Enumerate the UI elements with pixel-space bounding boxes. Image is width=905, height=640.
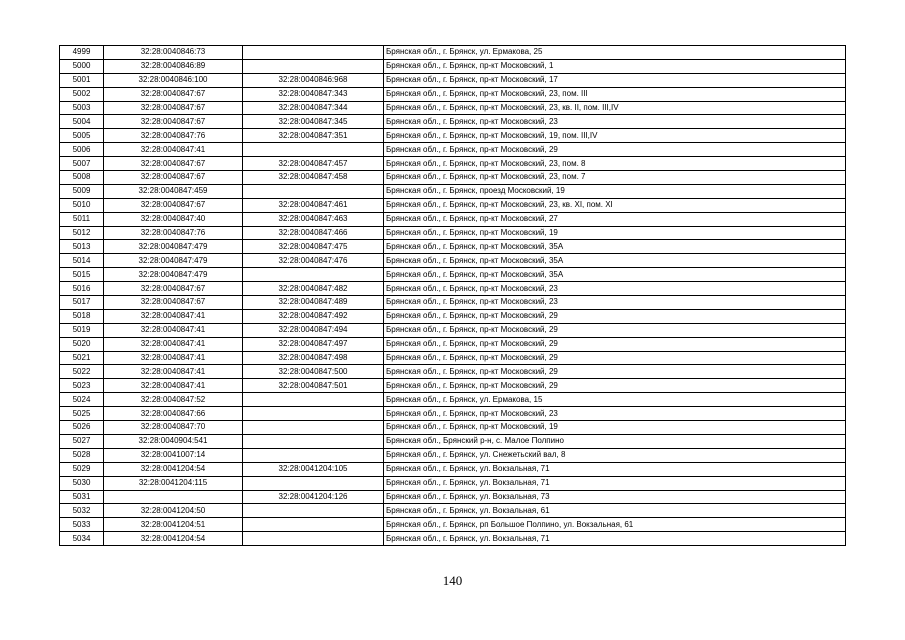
address-cell: Брянская обл., г. Брянск, ул. Вокзальная, 71 bbox=[384, 532, 846, 546]
table-row bbox=[60, 73, 846, 87]
cadastral-number-cell: 32:28:0041007:14 bbox=[104, 448, 243, 462]
address-cell: Брянская обл., г. Брянск, пр-кт Московский, 23, пом. 7 bbox=[384, 171, 846, 185]
table-row bbox=[60, 434, 846, 448]
address-cell: Брянская обл., г. Брянск, пр-кт Московский, 19 bbox=[384, 226, 846, 240]
row-number-cell: 5016 bbox=[60, 282, 104, 296]
cadastral-number-cell: 32:28:0040847:67 bbox=[104, 296, 243, 310]
row-number-cell: 5030 bbox=[60, 476, 104, 490]
cadastral-number-cell: 32:28:0040847:41 bbox=[104, 337, 243, 351]
table-row bbox=[60, 46, 846, 60]
table-row bbox=[60, 254, 846, 268]
linked-cadastral-number-cell: 32:28:0040847:458 bbox=[243, 171, 384, 185]
cadastral-number-cell: 32:28:0040847:67 bbox=[104, 282, 243, 296]
linked-cadastral-number-cell bbox=[243, 143, 384, 157]
address-cell: Брянская обл., г. Брянск, ул. Снежетьский вал, 8 bbox=[384, 448, 846, 462]
table-row bbox=[60, 476, 846, 490]
table-row bbox=[60, 87, 846, 101]
row-number-cell: 5013 bbox=[60, 240, 104, 254]
linked-cadastral-number-cell bbox=[243, 46, 384, 60]
row-number-cell: 5000 bbox=[60, 59, 104, 73]
row-number-cell: 5006 bbox=[60, 143, 104, 157]
table-row bbox=[60, 393, 846, 407]
row-number-cell: 5021 bbox=[60, 351, 104, 365]
linked-cadastral-number-cell: 32:28:0040847:351 bbox=[243, 129, 384, 143]
linked-cadastral-number-cell: 32:28:0040847:343 bbox=[243, 87, 384, 101]
cadastral-number-cell: 32:28:0040847:479 bbox=[104, 240, 243, 254]
table-row bbox=[60, 268, 846, 282]
linked-cadastral-number-cell bbox=[243, 448, 384, 462]
linked-cadastral-number-cell: 32:28:0040847:344 bbox=[243, 101, 384, 115]
cadastral-number-cell: 32:28:0040847:66 bbox=[104, 407, 243, 421]
table-row bbox=[60, 323, 846, 337]
row-number-cell: 5009 bbox=[60, 184, 104, 198]
cadastral-number-cell: 32:28:0040847:459 bbox=[104, 184, 243, 198]
cadastral-number-cell: 32:28:0040847:76 bbox=[104, 129, 243, 143]
cadastral-number-cell: 32:28:0040904:541 bbox=[104, 434, 243, 448]
linked-cadastral-number-cell bbox=[243, 532, 384, 546]
linked-cadastral-number-cell: 32:28:0040847:475 bbox=[243, 240, 384, 254]
row-number-cell: 5019 bbox=[60, 323, 104, 337]
cadastral-number-cell: 32:28:0040847:67 bbox=[104, 101, 243, 115]
cadastral-number-cell: 32:28:0041204:54 bbox=[104, 462, 243, 476]
linked-cadastral-number-cell: 32:28:0040847:463 bbox=[243, 212, 384, 226]
linked-cadastral-number-cell bbox=[243, 504, 384, 518]
table-row bbox=[60, 282, 846, 296]
linked-cadastral-number-cell: 32:28:0040847:476 bbox=[243, 254, 384, 268]
row-number-cell: 5034 bbox=[60, 532, 104, 546]
linked-cadastral-number-cell bbox=[243, 407, 384, 421]
row-number-cell: 5022 bbox=[60, 365, 104, 379]
address-cell: Брянская обл., г. Брянск, пр-кт Московский, 17 bbox=[384, 73, 846, 87]
address-cell: Брянская обл., г. Брянск, пр-кт Московский, 35А bbox=[384, 268, 846, 282]
address-cell: Брянская обл., г. Брянск, пр-кт Московский, 23 bbox=[384, 407, 846, 421]
linked-cadastral-number-cell bbox=[243, 476, 384, 490]
linked-cadastral-number-cell bbox=[243, 59, 384, 73]
row-number-cell: 5031 bbox=[60, 490, 104, 504]
address-cell: Брянская обл., г. Брянск, пр-кт Московский, 29 bbox=[384, 351, 846, 365]
row-number-cell: 5027 bbox=[60, 434, 104, 448]
row-number-cell: 5010 bbox=[60, 198, 104, 212]
table-row bbox=[60, 421, 846, 435]
cadastral-number-cell: 32:28:0040847:41 bbox=[104, 351, 243, 365]
table-row bbox=[60, 504, 846, 518]
address-cell: Брянская обл., г. Брянск, пр-кт Московский, 29 bbox=[384, 309, 846, 323]
cadastral-number-cell: 32:28:0040847:67 bbox=[104, 157, 243, 171]
address-cell: Брянская обл., г. Брянск, ул. Ермакова, 25 bbox=[384, 46, 846, 60]
row-number-cell: 5032 bbox=[60, 504, 104, 518]
row-number-cell: 5018 bbox=[60, 309, 104, 323]
address-cell: Брянская обл., г. Брянск, пр-кт Московский, 23, кв. II, пом. III,IV bbox=[384, 101, 846, 115]
table-row bbox=[60, 532, 846, 546]
address-cell: Брянская обл., г. Брянск, ул. Ермакова, 15 bbox=[384, 393, 846, 407]
linked-cadastral-number-cell: 32:28:0040847:501 bbox=[243, 379, 384, 393]
linked-cadastral-number-cell: 32:28:0040846:968 bbox=[243, 73, 384, 87]
linked-cadastral-number-cell bbox=[243, 434, 384, 448]
cadastral-number-cell: 32:28:0040847:70 bbox=[104, 421, 243, 435]
cadastral-number-cell: 32:28:0040847:479 bbox=[104, 268, 243, 282]
table-row bbox=[60, 212, 846, 226]
linked-cadastral-number-cell: 32:28:0040847:498 bbox=[243, 351, 384, 365]
linked-cadastral-number-cell: 32:28:0040847:461 bbox=[243, 198, 384, 212]
address-cell: Брянская обл., г. Брянск, пр-кт Московский, 35А bbox=[384, 240, 846, 254]
cadastral-number-cell: 32:28:0040847:67 bbox=[104, 198, 243, 212]
row-number-cell: 5008 bbox=[60, 171, 104, 185]
cadastral-number-cell bbox=[104, 490, 243, 504]
table-row bbox=[60, 240, 846, 254]
row-number-cell: 5028 bbox=[60, 448, 104, 462]
address-cell: Брянская обл., г. Брянск, пр-кт Московский, 29 bbox=[384, 365, 846, 379]
table-row bbox=[60, 309, 846, 323]
linked-cadastral-number-cell bbox=[243, 518, 384, 532]
address-cell: Брянская обл., г. Брянск, пр-кт Московский, 1 bbox=[384, 59, 846, 73]
row-number-cell: 5024 bbox=[60, 393, 104, 407]
row-number-cell: 5026 bbox=[60, 421, 104, 435]
address-cell: Брянская обл., Брянский р-н, с. Малое Полпино bbox=[384, 434, 846, 448]
table-row bbox=[60, 462, 846, 476]
cadastral-number-cell: 32:28:0040847:40 bbox=[104, 212, 243, 226]
linked-cadastral-number-cell: 32:28:0040847:497 bbox=[243, 337, 384, 351]
address-cell: Брянская обл., г. Брянск, пр-кт Московский, 23 bbox=[384, 282, 846, 296]
linked-cadastral-number-cell: 32:28:0041204:105 bbox=[243, 462, 384, 476]
row-number-cell: 5029 bbox=[60, 462, 104, 476]
address-cell: Брянская обл., г. Брянск, рп Большое Полпино, ул. Вокзальная, 61 bbox=[384, 518, 846, 532]
address-cell: Брянская обл., г. Брянск, пр-кт Московский, 23 bbox=[384, 296, 846, 310]
cadastral-number-cell: 32:28:0040847:479 bbox=[104, 254, 243, 268]
cadastral-number-cell: 32:28:0040847:41 bbox=[104, 379, 243, 393]
row-number-cell: 5012 bbox=[60, 226, 104, 240]
address-cell: Брянская обл., г. Брянск, ул. Вокзальная, 71 bbox=[384, 462, 846, 476]
address-cell: Брянская обл., г. Брянск, ул. Вокзальная, 73 bbox=[384, 490, 846, 504]
row-number-cell: 5023 bbox=[60, 379, 104, 393]
table-row bbox=[60, 226, 846, 240]
cadastral-number-cell: 32:28:0040847:67 bbox=[104, 171, 243, 185]
table-row bbox=[60, 59, 846, 73]
linked-cadastral-number-cell bbox=[243, 393, 384, 407]
row-number-cell: 5011 bbox=[60, 212, 104, 226]
address-cell: Брянская обл., г. Брянск, пр-кт Московский, 29 bbox=[384, 337, 846, 351]
table-row bbox=[60, 296, 846, 310]
table-row bbox=[60, 351, 846, 365]
table-row bbox=[60, 448, 846, 462]
row-number-cell: 5015 bbox=[60, 268, 104, 282]
cadastral-number-cell: 32:28:0041204:50 bbox=[104, 504, 243, 518]
address-cell: Брянская обл., г. Брянск, пр-кт Московский, 19, пом. III,IV bbox=[384, 129, 846, 143]
linked-cadastral-number-cell: 32:28:0041204:126 bbox=[243, 490, 384, 504]
linked-cadastral-number-cell: 32:28:0040847:345 bbox=[243, 115, 384, 129]
address-cell: Брянская обл., г. Брянск, пр-кт Московский, 23 bbox=[384, 115, 846, 129]
cadastral-number-cell: 32:28:0040847:52 bbox=[104, 393, 243, 407]
linked-cadastral-number-cell bbox=[243, 421, 384, 435]
address-cell: Брянская обл., г. Брянск, пр-кт Московский, 23, кв. XI, пом. XI bbox=[384, 198, 846, 212]
row-number-cell: 5025 bbox=[60, 407, 104, 421]
table-row bbox=[60, 171, 846, 185]
address-cell: Брянская обл., г. Брянск, проезд Московский, 19 bbox=[384, 184, 846, 198]
cadastral-number-cell: 32:28:0040847:76 bbox=[104, 226, 243, 240]
property-register-table bbox=[59, 45, 846, 546]
row-number-cell: 5014 bbox=[60, 254, 104, 268]
table-row bbox=[60, 337, 846, 351]
table-row bbox=[60, 518, 846, 532]
cadastral-number-cell: 32:28:0041204:115 bbox=[104, 476, 243, 490]
table-row bbox=[60, 407, 846, 421]
address-cell: Брянская обл., г. Брянск, пр-кт Московский, 23, пом. III bbox=[384, 87, 846, 101]
cadastral-number-cell: 32:28:0040847:41 bbox=[104, 323, 243, 337]
cadastral-number-cell: 32:28:0040847:41 bbox=[104, 309, 243, 323]
cadastral-number-cell: 32:28:0040847:41 bbox=[104, 143, 243, 157]
address-cell: Брянская обл., г. Брянск, ул. Вокзальная, 71 bbox=[384, 476, 846, 490]
address-cell: Брянская обл., г. Брянск, пр-кт Московский, 29 bbox=[384, 143, 846, 157]
linked-cadastral-number-cell bbox=[243, 268, 384, 282]
cadastral-number-cell: 32:28:0040846:89 bbox=[104, 59, 243, 73]
table-row bbox=[60, 365, 846, 379]
address-cell: Брянская обл., г. Брянск, пр-кт Московский, 35А bbox=[384, 254, 846, 268]
row-number-cell: 4999 bbox=[60, 46, 104, 60]
cadastral-number-cell: 32:28:0040847:67 bbox=[104, 87, 243, 101]
table-body bbox=[60, 46, 846, 546]
page-number: 140 bbox=[442, 573, 463, 588]
cadastral-number-cell: 32:28:0040846:100 bbox=[104, 73, 243, 87]
table-row bbox=[60, 157, 846, 171]
linked-cadastral-number-cell bbox=[243, 184, 384, 198]
cadastral-number-cell: 32:28:0040846:73 bbox=[104, 46, 243, 60]
cadastral-number-cell: 32:28:0040847:67 bbox=[104, 115, 243, 129]
linked-cadastral-number-cell: 32:28:0040847:500 bbox=[243, 365, 384, 379]
linked-cadastral-number-cell: 32:28:0040847:482 bbox=[243, 282, 384, 296]
table-row bbox=[60, 198, 846, 212]
address-cell: Брянская обл., г. Брянск, пр-кт Московский, 27 bbox=[384, 212, 846, 226]
row-number-cell: 5020 bbox=[60, 337, 104, 351]
linked-cadastral-number-cell: 32:28:0040847:489 bbox=[243, 296, 384, 310]
table-row bbox=[60, 490, 846, 504]
cadastral-number-cell: 32:28:0041204:51 bbox=[104, 518, 243, 532]
address-cell: Брянская обл., г. Брянск, пр-кт Московский, 23, пом. 8 bbox=[384, 157, 846, 171]
row-number-cell: 5001 bbox=[60, 73, 104, 87]
address-cell: Брянская обл., г. Брянск, пр-кт Московский, 19 bbox=[384, 421, 846, 435]
linked-cadastral-number-cell: 32:28:0040847:492 bbox=[243, 309, 384, 323]
row-number-cell: 5003 bbox=[60, 101, 104, 115]
linked-cadastral-number-cell: 32:28:0040847:494 bbox=[243, 323, 384, 337]
cadastral-number-cell: 32:28:0041204:54 bbox=[104, 532, 243, 546]
row-number-cell: 5007 bbox=[60, 157, 104, 171]
table-row bbox=[60, 129, 846, 143]
row-number-cell: 5002 bbox=[60, 87, 104, 101]
row-number-cell: 5005 bbox=[60, 129, 104, 143]
table-row bbox=[60, 184, 846, 198]
address-cell: Брянская обл., г. Брянск, пр-кт Московский, 29 bbox=[384, 323, 846, 337]
table-row bbox=[60, 115, 846, 129]
table-row bbox=[60, 101, 846, 115]
table-row bbox=[60, 379, 846, 393]
linked-cadastral-number-cell: 32:28:0040847:457 bbox=[243, 157, 384, 171]
linked-cadastral-number-cell: 32:28:0040847:466 bbox=[243, 226, 384, 240]
row-number-cell: 5004 bbox=[60, 115, 104, 129]
cadastral-number-cell: 32:28:0040847:41 bbox=[104, 365, 243, 379]
address-cell: Брянская обл., г. Брянск, ул. Вокзальная, 61 bbox=[384, 504, 846, 518]
table-row bbox=[60, 143, 846, 157]
address-cell: Брянская обл., г. Брянск, пр-кт Московский, 29 bbox=[384, 379, 846, 393]
row-number-cell: 5017 bbox=[60, 296, 104, 310]
row-number-cell: 5033 bbox=[60, 518, 104, 532]
